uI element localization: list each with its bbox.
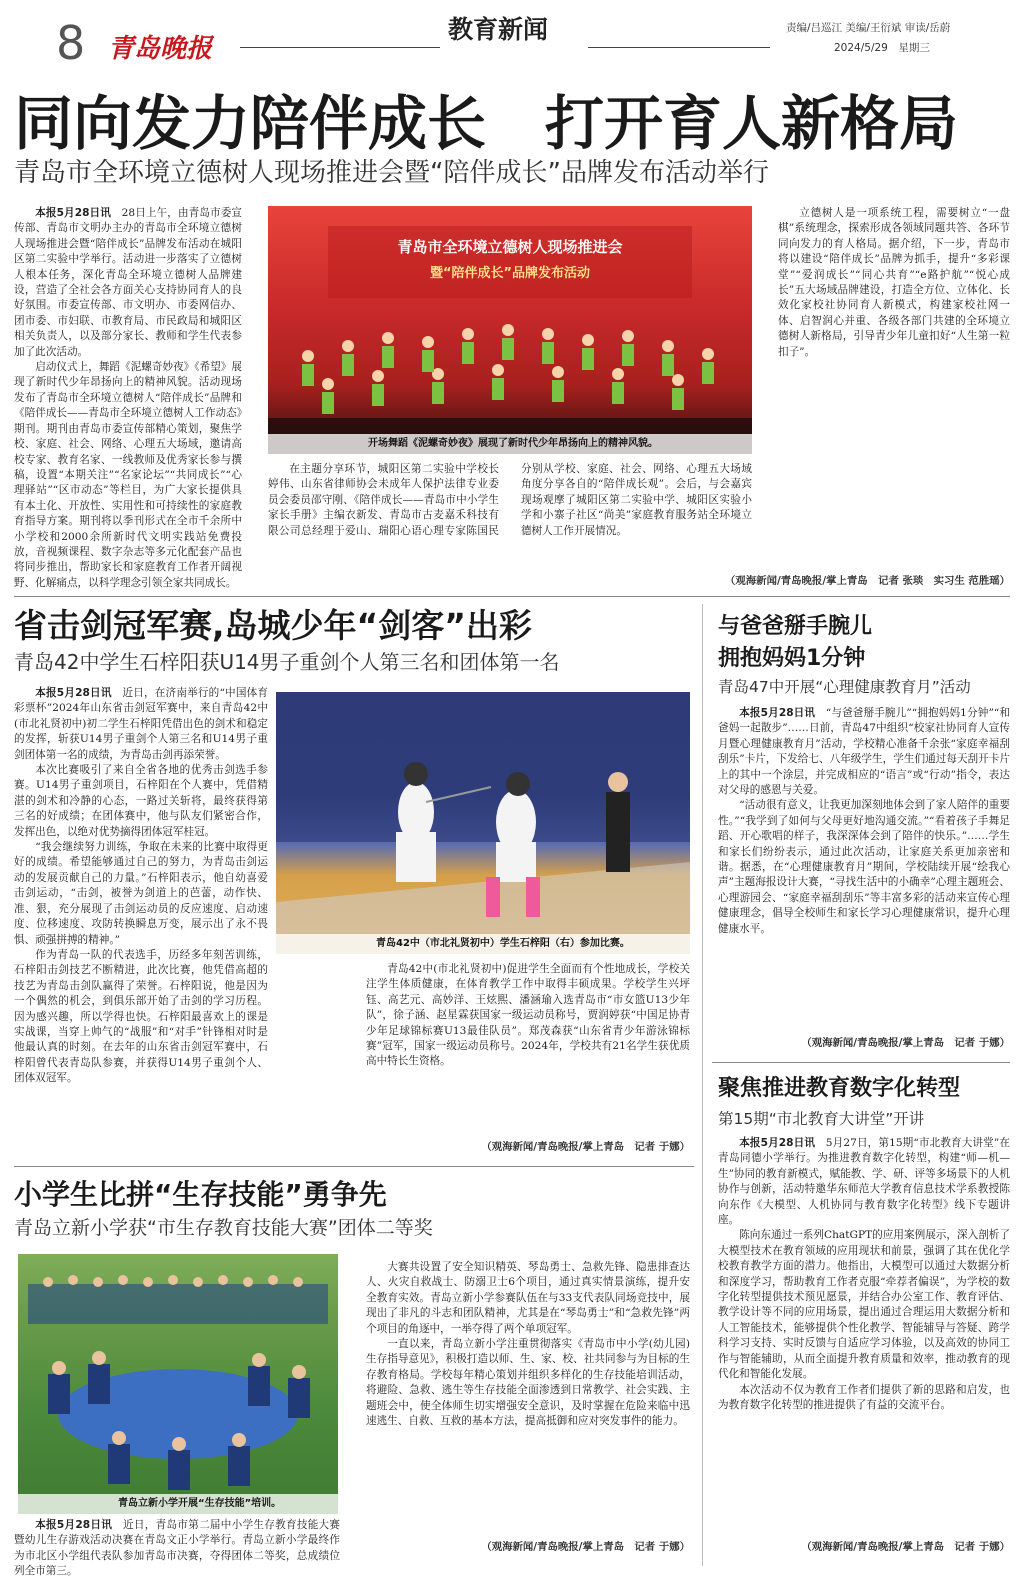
story2-p1: 近日，在济南举行的“中国体育彩票杯”2024年山东省击剑冠军赛中，来自青岛42中(市北礼贤初中)初二学生石梓阳凭借出色的剑术和稳定的发挥，斩获U14男子重剑个人第三名和U14男子重剑团体第一名的成绩，为青岛击剑再添荣誉。 [14, 687, 269, 761]
story4-photo-caption: 青岛立新小学开展“生存技能”培训。 [18, 1494, 338, 1514]
story4-signature: （观海新闻/青岛晚报/掌上青岛 记者 于娜） [481, 1541, 690, 1553]
story3-p2: “活动很有意义，让我更加深刻地体会到了家人陪伴的重要性。”“我学到了如何与父母更好地沟通交流。”“看着孩子手舞足蹈、开心歌唱的样子，我深深体会到了陪伴的快乐。”……学生和家长们纷纷表示，通过此次活动，让家庭关系更加亲密和谐。据悉，在“心理健康教育月”期间，学校陆续开展“绘我心声”主题海报设计大赛，“寻找生活中的小确幸”心理主题班会、心理游园会、“家庭幸福刮刮乐”等丰富多彩的活动来宣传心理健康理念，倡导全校师生和家长学习心理健康常识，提升心理健康水平。 [718, 799, 1010, 935]
banner-subtitle: 暨“陪伴成长”品牌发布活动 [429, 266, 591, 281]
story1-col1 [14, 206, 242, 590]
story3-body [718, 706, 1010, 1030]
divider-right [712, 1062, 1010, 1063]
story2-photo-caption: 青岛42中（市北礼贤初中）学生石梓阳（右）参加比赛。 [276, 934, 690, 954]
story4-col1 [14, 1518, 341, 1578]
story3-headline-2: 拥抱妈妈1分钟 [718, 646, 866, 671]
story2-lead: 本报5月28日讯 [35, 687, 112, 699]
story1-p3: 在主题分享环节，城阳区第二实验中学校长婷伟、山东省律师协会未成年人保护法律专业委员会委员邵守刚、《陪伴成长——青岛市中小学生家长手册》主编衣新发、青岛市古麦嘉禾科技有限公司总经理于爱山、瑞阳心语心理专家陈国民分别从学校、家庭、社会、网络、心理五大场域角度分享各自的“陪伴成长观”。会后，与会嘉宾现场观摩了城阳区第二实验中学、城阳区实验小学和小寨子社区“尚美”家庭教育服务站全环境立德树人工作开展情况。 [268, 463, 752, 537]
fencing-scene [276, 692, 690, 954]
story5-headline: 聚焦推进教育数字化转型 [718, 1076, 961, 1101]
story2-subhead: 青岛42中学生石梓阳获U14男子重剑个人第三名和团体第一名 [14, 650, 560, 674]
story3-signature: （观海新闻/青岛晚报/掌上青岛 记者 于娜） [801, 1037, 1010, 1049]
paper-logo: 青岛晚报 [108, 34, 213, 64]
story1-photo-caption: 开场舞蹈《泥螺奇妙夜》展现了新时代少年昂扬向上的精神风貌。 [268, 434, 752, 454]
story4-lead: 本报5月28日讯 [35, 1519, 113, 1531]
story4-photo [18, 1254, 338, 1514]
issue-date: 2024/5/29 星期三 [834, 42, 930, 54]
story2-p2: 本次比赛吸引了来自全省各地的优秀击剑选手参赛。U14男子重剑项目，石梓阳在个人赛中，凭借精湛的剑术和冷静的心态，一路过关斩将，最终获得第三名的好成绩；在团体赛中，他与队友们紧密合作，发挥出色，以绝对优势摘得团体冠军桂冠。 [14, 764, 268, 838]
divider-2 [14, 1166, 694, 1167]
story1-subhead: 青岛市全环境立德树人现场推进会暨“陪伴成长”品牌发布活动举行 [14, 158, 769, 188]
divider-1 [14, 596, 1010, 597]
story4-p2: 大赛共设置了安全知识精英、琴岛勇士、急救先锋、隐患排查达人、火灾自救战士、防溺卫士6个项目，通过真实情景演练，提升安全教育实效。青岛立新小学参赛队伍在与33支代表队同场竞技中，展现出了非凡的斗志和团队精神，尤其是在“琴岛勇士”和“急救先锋”两个项目的角逐中，一举夺得了两个单项冠军。 [366, 1261, 690, 1335]
students-scene [18, 1254, 338, 1514]
story3-lead: 本报5月28日讯 [739, 707, 816, 719]
story2-col2 [366, 962, 690, 1138]
story2-p5: 青岛42中(市北礼贤初中)促进学生全面而有个性地成长，学校关注学生体质健康，在体育教学工作中取得丰硕成果。学校学生兴坪钰、高艺元、高妙洋、王炫熙、潘涵瑜入选青岛市“市女篮U13少年队”，徐子涵、赵星霖获国家一级运动员称号，贾润婷获“中国足协青少年足球锦标赛U13最佳队员”。郑茂森获“山东省青少年游泳锦标赛”冠军，国家一级运动员称号。2024年，学校共有21名学生获优质高中特长生资格。 [366, 963, 690, 1068]
story2-col1 [14, 686, 268, 1158]
story5-signature: （观海新闻/青岛晚报/掌上青岛 记者 于娜） [801, 1541, 1010, 1553]
editors-line: 责编/吕巡江 美编/王衍斌 审读/岳蔚 [786, 22, 951, 34]
story2-signature: （观海新闻/青岛晚报/掌上青岛 记者 于娜） [481, 1141, 690, 1153]
story2-headline: 省击剑冠军赛,岛城少年“剑客”出彩 [14, 606, 532, 645]
story4-headline: 小学生比拼“生存技能”勇争先 [14, 1178, 387, 1211]
story1-col3 [778, 206, 1010, 578]
story4-p1: 近日，青岛市第二届中小学生存教育技能大赛暨幼儿生存游戏活动决赛在青岛文正小学举行。青岛立新小学最终作为市北区小学组代表队参加青岛市决赛，夺得团体二等奖，总成绩位列全市第三。 [14, 1519, 341, 1578]
story4-p3: 一直以来，青岛立新小学注重贯彻落实《青岛市中小学(幼儿园)生存指导意见》，积极打造以师、生、家、校、社共同参与为目标的生存教育格局。学校每年精心策划并组织多样化的生存技能培训活动，将避险、急救、逃生等生存技能全面渗透到日常教学、社会实践、主题班会中，使全体师生切实增强安全意识，及时掌握在危险来临中迅速逃生、自救、互救的基本方法，提高抵御和应对突发事件的能力。 [366, 1338, 690, 1428]
story1-headline: 同向发力陪伴成长 打开育人新格局 [14, 89, 959, 158]
story5-p2: 陈向东通过一系列ChatGPT的应用案例展示，深入剖析了大模型技术在教育领域的应用现状和前景，强调了其在优化学校教育教学方面的潜力。他指出，大模型可以通过大数据分析和深度学习，帮助教育工作者克服“牵荐者偏误”，为学校的数字化转型提供技术预见愿景，并结合办公室工作、教育评估、教学设计等不同的应用场景，提出通过合理运用大数据分析和人工智能技术，能够提供个性化教学、智能辅导与答疑、跨学科学习支持、实时反馈与自适应学习体验，以及高效的协同工作与智能辅助，从而全面提升教育质量和效率，推动教育的现代化和智能化发展。 [718, 1229, 1010, 1381]
story1-p1: 28日上午，由青岛市委宣传部、青岛市文明办主办的青岛市全环境立德树人现场推进会暨“陪伴成长”品牌发布活动在城阳区第二实验中学举行。活动进一步落实了立德树人根本任务，深化青岛全环境立德树人品牌建设，营造了全社会各方面关心支持协同育人的良好氛围。市委宣传部、市文明办、市委网信办、团市委、市妇联、市教育局、市民政局和城阳区相关负责人，以及部分家长、教师和学生代表参加了此次活动。 [14, 207, 243, 358]
header-rule-left [240, 47, 440, 48]
story1-photo [268, 206, 752, 454]
banner-title: 青岛市全环境立德树人现场推进会 [397, 238, 623, 256]
story3-p1: “与爸爸掰手腕儿”“拥抱妈妈1分钟”“和爸妈一起散步”……日前，青岛47中组织“校家社协同育人宣传月暨心理健康教育月”活动，学校精心准备千余张“家庭幸福刮刮乐”卡片，下发给七、八年级学生，学生们通过每天刮开卡片上的其中一个涂层，并完成相应的“语言”或“行动”指令，表达对父母的感恩与关爱。 [718, 707, 1010, 797]
story1-col2 [268, 462, 752, 590]
story5-p1: 5月27日，第15期“市北教育大讲堂”在青岛同德小学举行。为推进教育数字化转型，构建“师—机—生”协同的教育新模式，赋能教、学、研、评等多场景下的人机协作与创新，活动特邀华东师范大学教育信息技术学系教授陈向东作《大模型、人机协同与教育数字化转型》线下专题讲座。 [718, 1137, 1011, 1227]
vertical-rule-right [702, 604, 703, 1566]
header-rule-right [588, 47, 770, 48]
story3-subhead: 青岛47中开展“心理健康教育月”活动 [718, 678, 971, 696]
story4-col2 [366, 1260, 690, 1536]
story2-p4: 作为青岛一队的代表选手，历经多年刻苦训练，石梓阳击剑技艺不断精进，此次比赛，他凭借高超的技艺为青岛击剑队赢得了荣誉。石梓阳说，他是因为一个偶然的机会，到俱乐部开始了击剑的学习历程。因为感兴趣，所以学得也快。石梓阳最喜欢上的课是实战课，当穿上帅气的“战服”和“对手”针锋相对时是他最认真的时刻。在去年的山东省击剑冠军赛中，石梓阳曾代表青岛队参赛，并获得U14男子重剑个人、团体双冠军。 [14, 948, 268, 1085]
story1-signature: （观海新闻/青岛晚报/掌上青岛 记者 张琰 实习生 范胜瑶） [725, 575, 1010, 587]
story5-lead: 本报5月28日讯 [739, 1137, 816, 1149]
story1-p2: 启动仪式上，舞蹈《泥螺奇妙夜》《希望》展现了新时代少年昂扬向上的精神风貌。活动现场发布了青岛市全环境立德树人“陪伴成长”品牌和《陪伴成长——青岛市全环境立德树人工作动态》期刊。期刊由青岛市委宣传部精心策划，聚焦学校、家庭、社会、网络、心理五大场域，邀请高校专家、教育名家、一线教师及优秀家长参与撰稿，设置“本期关注”“名家论坛”“共同成长”“心理驿站”“区市动态”等栏目，为广大家长提供具有本土化、开放性、实用性和可持续性的家庭教育指导方案。期刊将以季刊形式在全市千余所中小学校和2000余所新时代文明实践站免费投放，音视频课程、数字杂志等多元化配套产品也将同步推出，帮助家长和家庭教育工作者开阔视野、化解痛点，以科学理念引领全家共同成长。 [14, 361, 242, 589]
story3-headline-1: 与爸爸掰手腕儿 [718, 614, 873, 639]
section-title: 教育新闻 [448, 15, 549, 44]
story2-p3: “我会继续努力训练，争取在未来的比赛中取得更好的成绩。希望能够通过自己的努力，为青岛击剑运动的发展贡献自己的力量。”石梓阳表示，他自幼喜爱击剑运动，“击剑，被誉为剑道上的芭蕾，动作快、准、狠，充分展现了击剑运动员的反应速度、启动速度、位移速度、攻防转换瞬息万变，展示出了永不畏惧、顽强拼搏的精神。” [14, 841, 268, 946]
story5-p3: 本次活动不仅为教育工作者们提供了新的思路和启发，也为教育数字化转型的推进提供了有益的交流平台。 [718, 1383, 1010, 1411]
story1-lead: 本报5月28日讯 [35, 207, 111, 219]
story4-subhead: 青岛立新小学获“市生存教育技能大赛”团体二等奖 [14, 1217, 433, 1239]
story2-photo [276, 692, 690, 954]
story1-p4: 立德树人是一项系统工程，需要树立“一盘棋”系统理念，探索形成各领域同题共答、各环节同向发力的育人格局。据介绍，下一步，青岛市将以建设“陪伴成长”品牌为抓手，提升“多彩课堂”“爱润成长”“同心共育”“e路护航”“悦心成长”五大场域品牌建设，打造全方位、立体化、长效化家校社协同育人新模式，构建家校社网一体、启智润心并重、各级各部门共建的全环境立德树人新格局，引导青少年儿童扣好“人生第一粒扣子”。 [778, 207, 1010, 358]
page-number: 8 [56, 16, 86, 70]
story5-subhead: 第15期“市北教育大讲堂”开讲 [718, 1110, 925, 1128]
story5-body [718, 1136, 1010, 1536]
